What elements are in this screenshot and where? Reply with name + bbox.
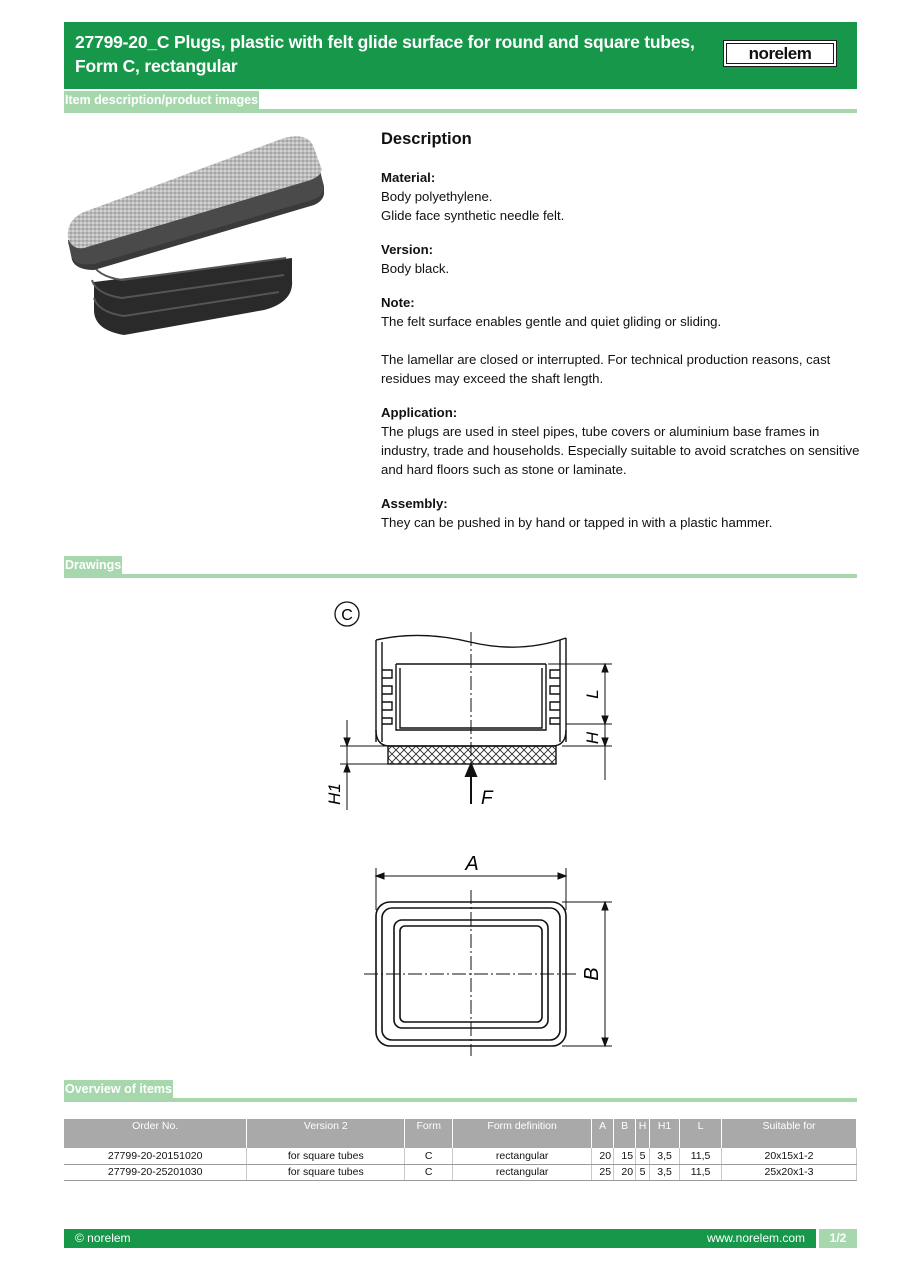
cell-version: for square tubes <box>247 1164 405 1180</box>
description-title: Description <box>381 130 472 148</box>
dim-label-a: A <box>465 853 479 875</box>
cell-form: C <box>405 1148 453 1164</box>
version-heading: Version: <box>381 242 434 257</box>
footer-website-link[interactable]: www.norelem.com <box>706 1231 805 1245</box>
col-header-h1: H1 <box>650 1119 680 1148</box>
cell-h: 5 <box>636 1148 650 1164</box>
cell-h: 5 <box>636 1164 650 1180</box>
cell-suitable-for: 20x15x1-2 <box>722 1148 857 1164</box>
note-heading: Note: <box>381 295 415 310</box>
dim-label-b: B <box>581 967 603 981</box>
section-rule <box>64 574 857 578</box>
force-arrow <box>466 764 476 804</box>
col-header-version: Version 2 <box>247 1119 405 1148</box>
dim-label-h1: H1 <box>325 783 344 805</box>
material-heading: Material: <box>381 170 436 185</box>
force-label: F <box>481 788 493 809</box>
cell-a: 20 <box>592 1148 614 1164</box>
cell-l: 11,5 <box>680 1148 722 1164</box>
description-panel <box>381 128 861 547</box>
section-rule <box>64 1098 857 1102</box>
col-header-a: A <box>592 1119 614 1148</box>
cell-b: 20 <box>614 1164 636 1180</box>
note-text: The felt surface enables gentle and quiet gliding or sliding. <box>381 314 722 329</box>
cell-form: C <box>405 1164 453 1180</box>
logo-text: norelem <box>726 43 834 64</box>
page-title: 27799-20_C Plugs, plastic with felt glide surface for round and square tubes, Form C, rectangular <box>75 32 695 76</box>
section-label-overview: Overview of items <box>65 1082 172 1096</box>
cell-form-definition: rectangular <box>453 1164 592 1180</box>
norelem-logo <box>723 40 837 67</box>
assembly-heading: Assembly: <box>381 496 448 511</box>
dim-label-h: H <box>583 731 602 745</box>
product-image-plug <box>64 130 324 345</box>
section-label-item-description: Item description/product images <box>65 93 259 107</box>
application-text: The plugs are used in steel pipes, tube covers or aluminium base frames in industry, trade and households. Especially suitable to avoid scratches on sensitive and hard floors such as stone or laminate. <box>381 424 860 477</box>
section-label-drawings: Drawings <box>65 558 122 572</box>
version-text: Body black. <box>381 261 450 276</box>
cell-suitable-for: 25x20x1-3 <box>722 1164 857 1180</box>
cell-a: 25 <box>592 1164 614 1180</box>
form-label: C <box>341 607 353 624</box>
cell-h1: 3,5 <box>650 1164 680 1180</box>
items-table <box>64 1119 857 1181</box>
table-row[interactable] <box>64 1164 857 1180</box>
page-number: 1/2 <box>819 1229 857 1248</box>
page-footer <box>64 1229 857 1248</box>
note-text-2: The lamellar are closed or interrupted. For technical production reasons, cast residues may exceed the shaft length. <box>381 352 831 386</box>
application-heading: Application: <box>381 405 458 420</box>
col-header-form-definition: Form definition <box>453 1119 592 1148</box>
cell-order-no: 27799-20-25201030 <box>64 1164 247 1180</box>
col-header-l: L <box>680 1119 722 1148</box>
table-header-row <box>64 1119 857 1148</box>
material-text: Body polyethylene. Glide face synthetic needle felt. <box>381 189 565 223</box>
dim-label-l: L <box>583 689 602 699</box>
dimension-l-h <box>548 664 612 780</box>
footer-copyright: © norelem <box>75 1231 131 1245</box>
cell-l: 11,5 <box>680 1164 722 1180</box>
technical-drawing <box>300 590 630 1060</box>
col-header-suitable-for: Suitable for <box>722 1119 857 1148</box>
cell-b: 15 <box>614 1148 636 1164</box>
cell-order-no: 27799-20-20151020 <box>64 1148 247 1164</box>
section-rule <box>64 109 857 113</box>
assembly-text: They can be pushed in by hand or tapped in with a plastic hammer. <box>381 515 773 530</box>
table-row[interactable] <box>64 1148 857 1164</box>
cell-form-definition: rectangular <box>453 1148 592 1164</box>
dimension-h1 <box>340 720 388 810</box>
col-header-order-no: Order No. <box>64 1119 247 1148</box>
cell-h1: 3,5 <box>650 1148 680 1164</box>
cell-version: for square tubes <box>247 1148 405 1164</box>
col-header-form: Form <box>405 1119 453 1148</box>
page-header <box>64 22 857 89</box>
col-header-h: H <box>636 1119 650 1148</box>
col-header-b: B <box>614 1119 636 1148</box>
